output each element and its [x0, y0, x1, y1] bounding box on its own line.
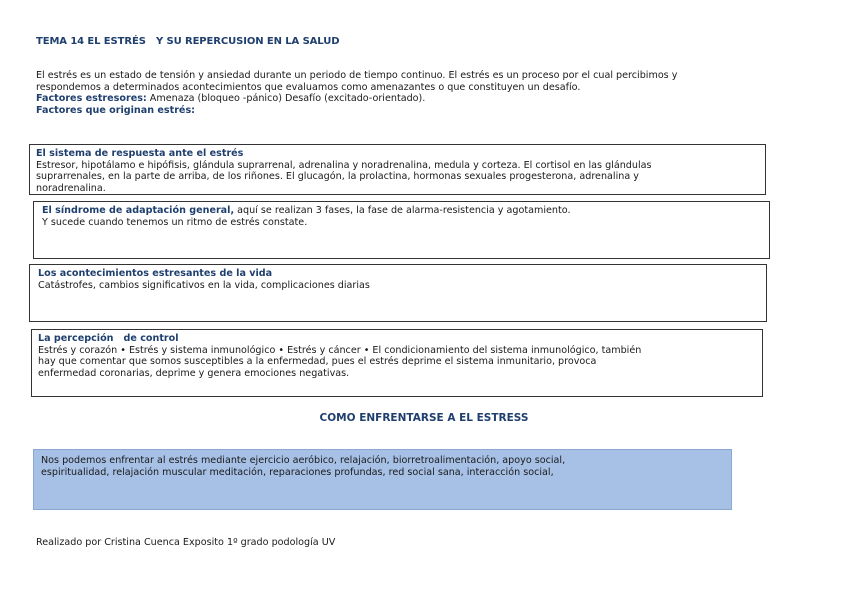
- box-heading-row: [42, 205, 761, 217]
- footer-credit: Realizado por Cristina Cuenca Exposito 1º grado podología UV: [36, 537, 336, 548]
- box-percepcion-control: [31, 329, 763, 397]
- box-heading: El síndrome de adaptación general,: [42, 205, 235, 216]
- box-acontecimientos: [29, 264, 767, 322]
- document-title: TEMA 14 EL ESTRÉS Y SU REPERCUSION EN LA SALUD: [36, 36, 340, 47]
- box-line: hay que comentar que somos susceptibles a la enfermedad, pues el estrés deprime el sistema inmunitario, provoca: [38, 356, 597, 368]
- box-line: Estrés y corazón • Estrés y sistema inmunológico • Estrés y cáncer • El condicionamiento del sistema inmunológico, también: [38, 344, 642, 356]
- box-line: Estresor, hipotálamo e hipófisis, glándula suprarrenal, adrenalina y noradrenalina, medula y corteza. El cortisol en las glándulas: [36, 159, 652, 171]
- box-heading: El sistema de respuesta ante el estrés: [36, 148, 244, 159]
- factores-estresores: [36, 93, 826, 105]
- coping-line: espiritualidad, relajación muscular meditación, reparaciones profundas, red social sana, interacción social,: [41, 466, 554, 478]
- factores-estresores-text: Amenaza (bloqueo -pánico) Desafío (excitado-orientado).: [146, 93, 426, 105]
- box-sistema-respuesta: [29, 144, 766, 195]
- intro-line-1: El estrés es un estado de tensión y ansiedad durante un periodo de tiempo continuo. El estrés es un proceso por el cual percibimos y: [36, 70, 678, 81]
- box-line: Catástrofes, cambios significativos en la vida, complicaciones diarias: [38, 279, 370, 291]
- box-heading: Los acontecimientos estresantes de la vida: [38, 268, 273, 279]
- box-line: suprarrenales, en la parte de arriba, de los riñones. El glucagón, la prolactina, hormonas sexuales progesterona, adrenalina y: [36, 171, 639, 183]
- intro-paragraph: [36, 70, 826, 116]
- intro-line-2: respondemos a determinados acontecimientos que evaluamos como amenazantes o que constituyen un desafío.: [36, 81, 581, 93]
- box-line: Y sucede cuando tenemos un ritmo de estrés constate.: [42, 216, 308, 228]
- section-title: COMO ENFRENTARSE A EL ESTRESS: [319, 412, 529, 424]
- factores-origen-label: Factores que originan estrés:: [36, 104, 195, 116]
- box-line: noradrenalina.: [36, 182, 106, 194]
- box-line: enfermedad coronarias, deprime y genera emociones negativas.: [38, 367, 350, 379]
- box-sindrome-adaptacion: [33, 201, 770, 259]
- coping-box: [33, 449, 732, 510]
- box-heading: La percepción de control: [38, 333, 179, 344]
- box-heading-tail: aquí se realizan 3 fases, la fase de alarma-resistencia y agotamiento.: [234, 205, 571, 216]
- coping-line: Nos podemos enfrentar al estrés mediante ejercicio aeróbico, relajación, biorretroalimentación, apoyo social,: [41, 455, 566, 466]
- factores-estresores-label: Factores estresores:: [36, 93, 147, 105]
